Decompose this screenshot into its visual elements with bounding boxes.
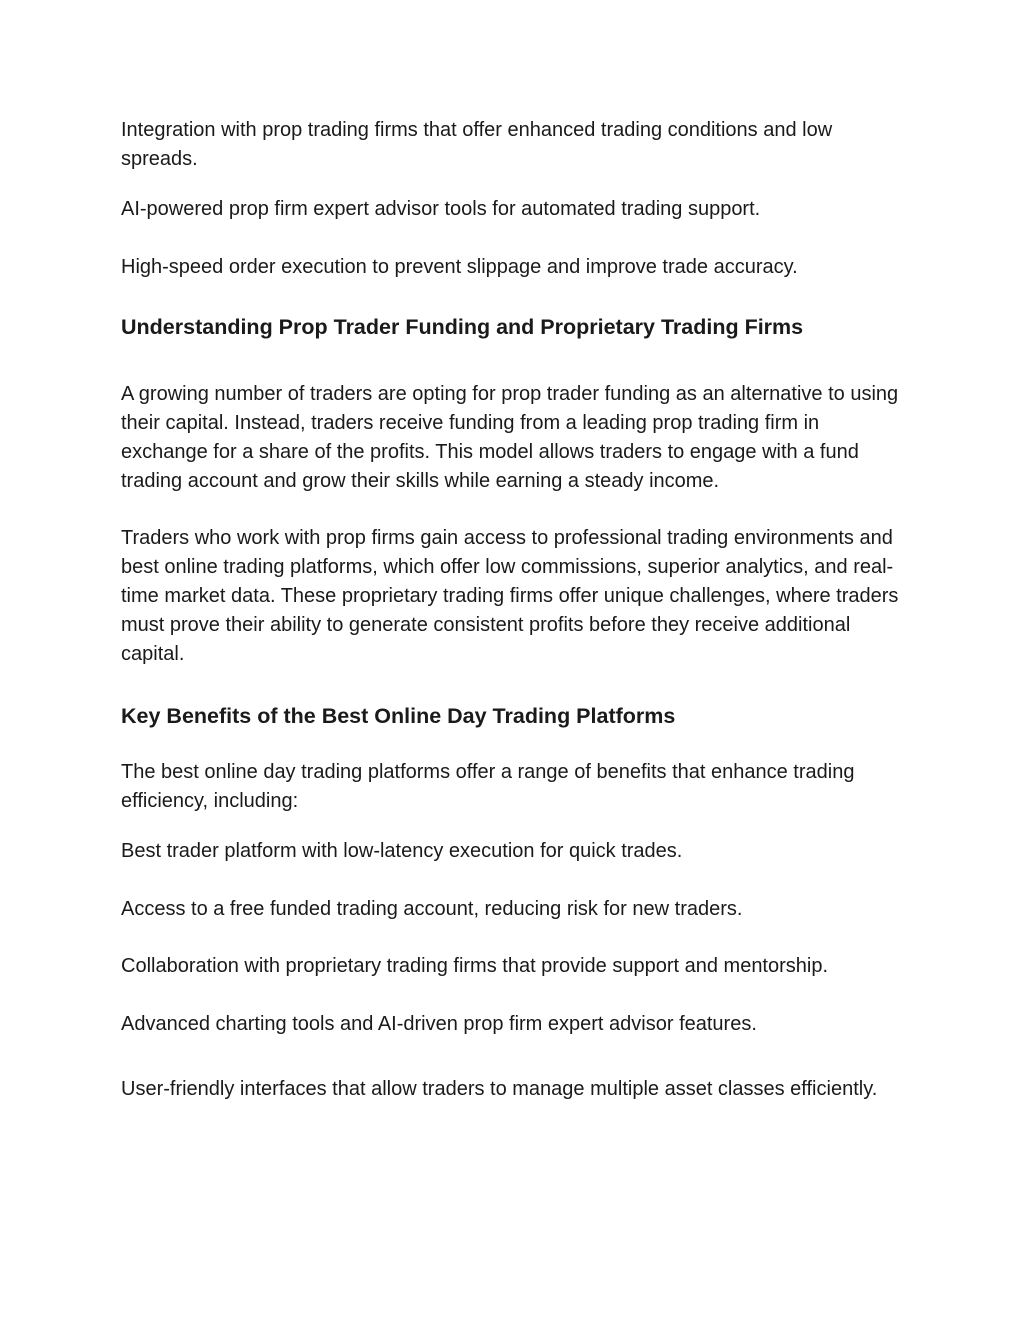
section-heading-key-benefits: Key Benefits of the Best Online Day Trading Platforms [121,704,676,728]
intro-item-order-execution: High-speed order execution to prevent slippage and improve trade accuracy. [121,256,798,278]
benefit-item-low-latency: Best trader platform with low-latency execution for quick trades. [121,840,683,862]
intro-item-ai-advisor: AI-powered prop firm expert advisor tools for automated trading support. [121,198,761,220]
paragraph-benefits-intro: The best online day trading platforms offer a range of benefits that enhance trading efficiency, including: [121,761,855,812]
benefit-item-free-funded-account: Access to a free funded trading account, reducing risk for new traders. [121,898,743,920]
section-heading-prop-funding: Understanding Prop Trader Funding and Proprietary Trading Firms [121,315,804,339]
benefit-item-collaboration: Collaboration with proprietary trading firms that provide support and mentorship. [121,955,829,977]
paragraph-prop-funding: A growing number of traders are opting for prop trader funding as an alternative to using their capital. Instead, traders receive funding from a leading prop trading firm in exchange for a share of the profits. This model allows traders to engage with a fund trading account and grow their skills while earning a steady income. [121,383,899,492]
benefit-item-charting-tools: Advanced charting tools and AI-driven prop firm expert advisor features. [121,1013,757,1035]
intro-item-integration: Integration with prop trading firms that offer enhanced trading conditions and low spreads. [121,119,833,170]
paragraph-prop-firms-access: Traders who work with prop firms gain access to professional trading environments and best online trading platforms, which offer low commissions, superior analytics, and real-time market data. These proprietary trading firms offer unique challenges, where traders must prove their ability to generate consistent profits before they receive additional capital. [121,527,899,665]
benefit-item-user-friendly: User-friendly interfaces that allow traders to manage multiple asset classes efficiently. [121,1078,878,1100]
